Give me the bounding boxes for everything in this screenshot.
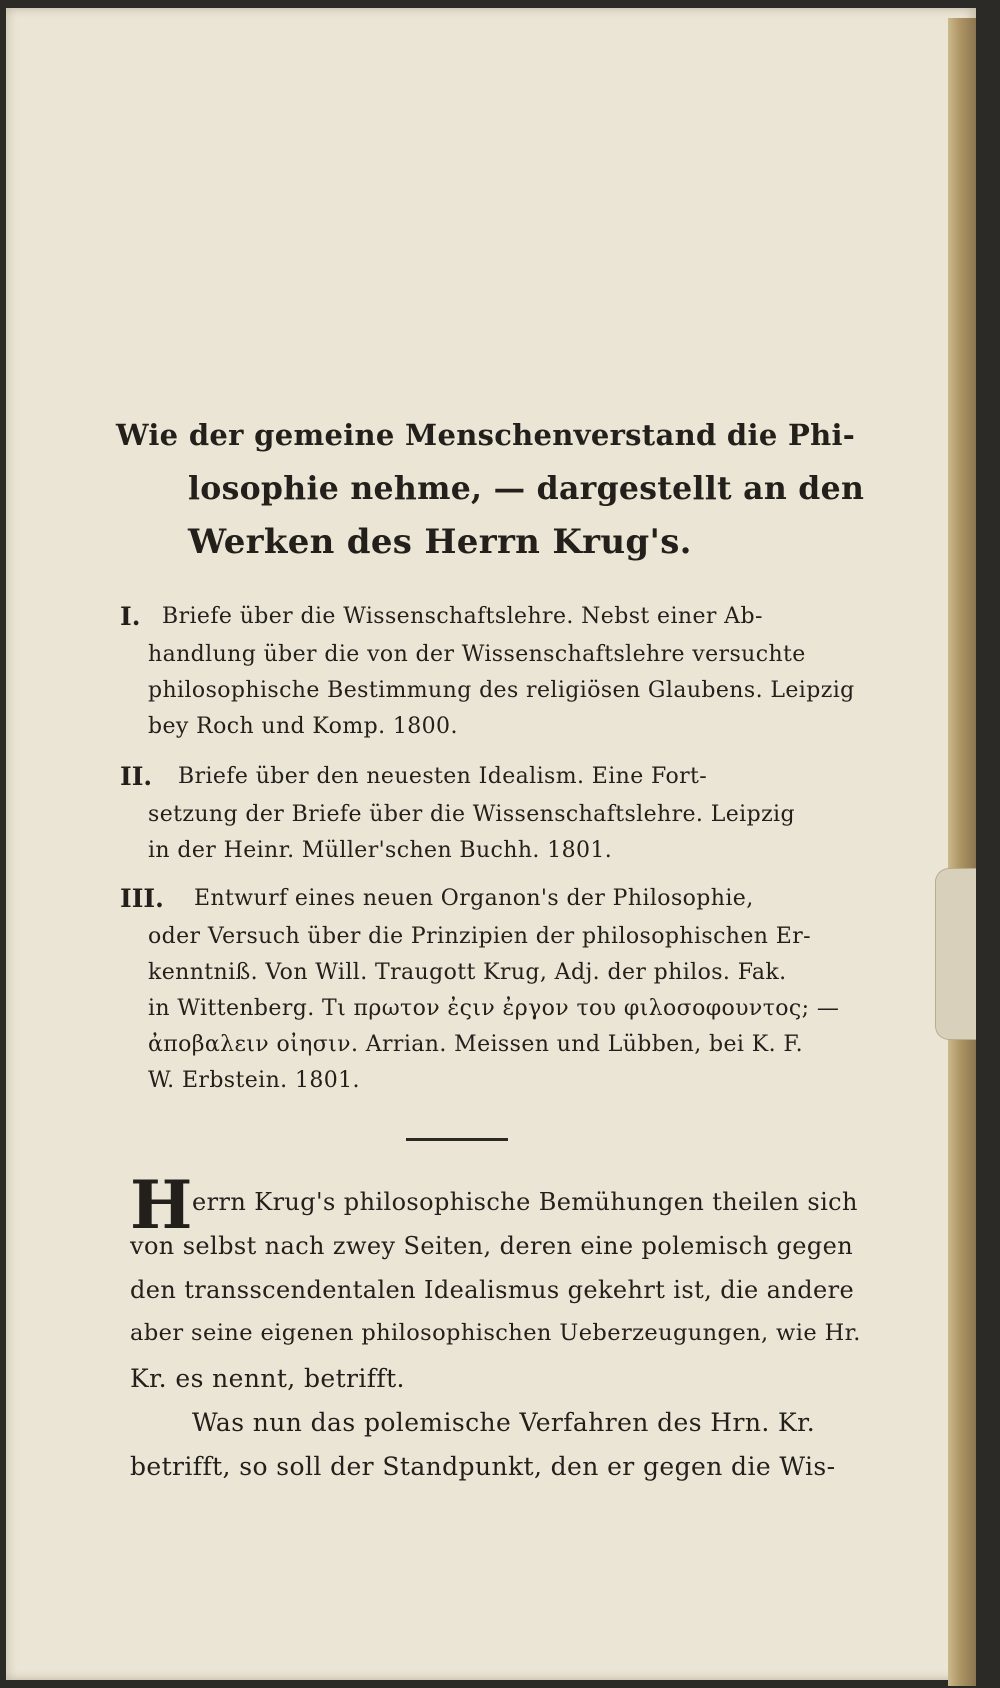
page-text [6,8,976,1680]
entry-1-line-2: handlung über die von der Wissenschaftslehre versuchte [148,642,806,667]
body-p1-line-3: den transscendentalen Idealismus gekehrt ist, die andere [130,1276,855,1304]
entry-2-line-1: Briefe über den neuesten Idealism. Eine Fort- [178,764,708,789]
body-p1-line-5: Kr. es nennt, betrifft. [130,1364,405,1393]
heading-line-1: Wie der gemeine Menschenverstand die Phi- [116,418,856,452]
entry-2-line-2: setzung der Briefe über die Wissenschaftslehre. Leipzig [148,802,795,827]
entry-3-line-1: Entwurf eines neuen Organon's der Philosophie, [194,886,754,911]
drop-cap: H [130,1166,193,1244]
entry-3-line-4: in Wittenberg. Τι πρωτον ἐςιν ἐργον του φιλοσοφουντος; — [148,996,840,1021]
entry-1-line-3: philosophische Bestimmung des religiösen Glaubens. Leipzig [148,678,855,703]
body-p1-line-4: aber seine eigenen philosophischen Ueberzeugungen, wie Hr. [130,1320,861,1346]
entry-2-number: II. [120,762,153,791]
entry-1-line-4: bey Roch und Komp. 1800. [148,714,458,739]
entry-1-number: I. [120,602,141,631]
entry-1-line-1: Briefe über die Wissenschaftslehre. Nebst einer Ab- [162,604,763,629]
entry-2-line-3: in der Heinr. Müller'schen Buchh. 1801. [148,838,613,863]
separator-rule [406,1138,508,1141]
body-p1-line-2: von selbst nach zwey Seiten, deren eine polemisch gegen [130,1232,854,1260]
body-p2-line-1: Was nun das polemische Verfahren des Hrn. Kr. [192,1408,816,1437]
heading-line-3: Werken des Herrn Krug's. [188,522,692,562]
entry-3-number: III. [120,884,164,913]
heading-line-2: losophie nehme, — dargestellt an den [188,470,865,507]
entry-3-line-6: W. Erbstein. 1801. [148,1068,360,1093]
body-p1-line-1: errn Krug's philosophische Bemühungen theilen sich [192,1188,858,1216]
book-page [6,8,976,1680]
entry-3-line-5: ἀποβαλειν οἰησιν. Arrian. Meissen und Lübben, bei K. F. [148,1032,804,1057]
entry-3-line-2: oder Versuch über die Prinzipien der philosophischen Er- [148,924,811,949]
body-p2-line-2: betrifft, so soll der Standpunkt, den er gegen die Wis- [130,1452,836,1481]
entry-3-line-3: kenntniß. Von Will. Traugott Krug, Adj. der philos. Fak. [148,960,787,985]
